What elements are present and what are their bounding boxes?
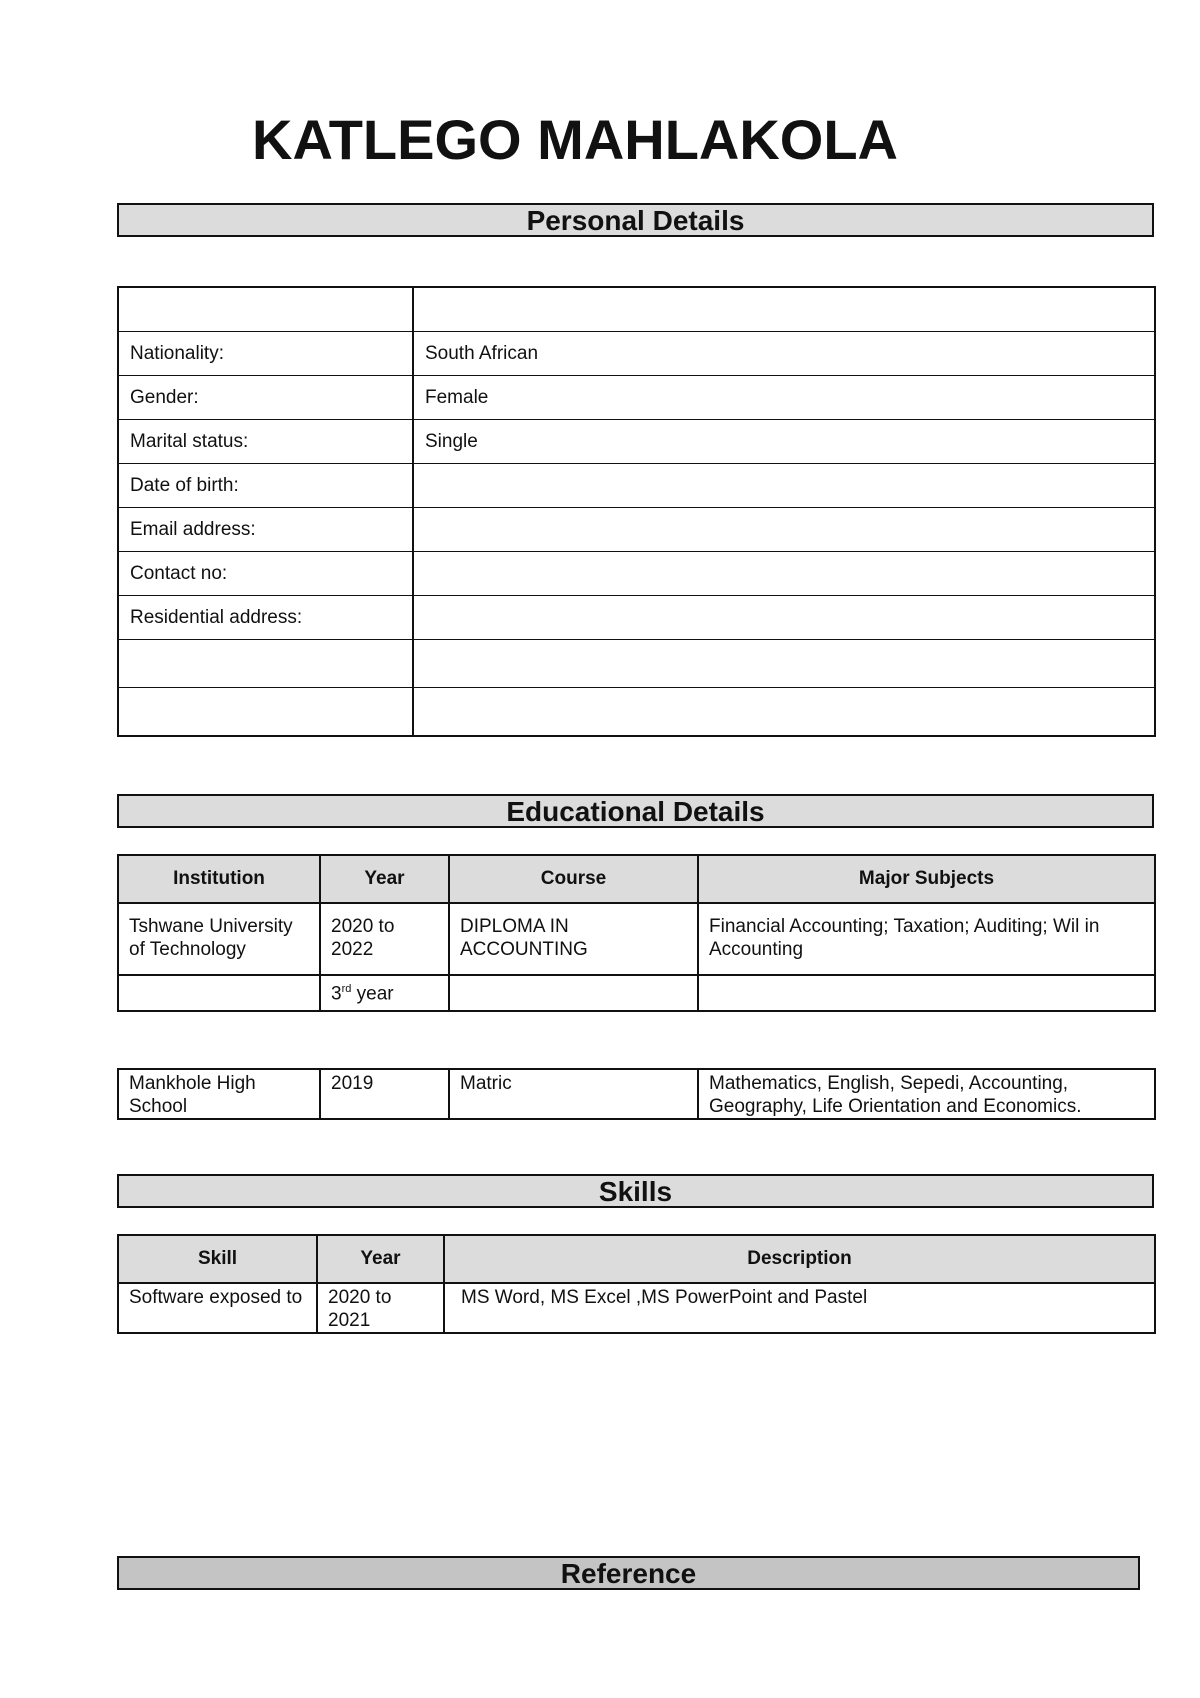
personal-details-table: [117, 286, 1156, 737]
year-cell: 2019: [320, 1069, 449, 1119]
personal-label: [118, 640, 413, 688]
personal-value: South African: [413, 332, 1155, 376]
section-header-skills: Skills: [117, 1174, 1154, 1208]
education-header-row: [118, 855, 1155, 903]
personal-label: Email address:: [118, 508, 413, 552]
section-header-educational-details: Educational Details: [117, 794, 1154, 828]
personal-row: [118, 332, 1155, 376]
empty-cell: [118, 975, 320, 1011]
personal-value: [413, 552, 1155, 596]
personal-row: [118, 640, 1155, 688]
col-header-course: Course: [449, 855, 698, 903]
col-header-skill: Skill: [118, 1235, 317, 1283]
personal-row: [118, 420, 1155, 464]
personal-value: [413, 688, 1155, 736]
year-level-number: 3: [331, 983, 342, 1005]
table-row: [118, 1069, 1155, 1119]
personal-value: [413, 464, 1155, 508]
subjects-cell: Financial Accounting; Taxation; Auditing; Wil in Accounting: [698, 903, 1155, 975]
col-header-major-subjects: Major Subjects: [698, 855, 1155, 903]
personal-label: Nationality:: [118, 332, 413, 376]
personal-label: Contact no:: [118, 552, 413, 596]
year-level-text: year: [351, 983, 394, 1005]
year-level-cell: [320, 975, 449, 1011]
personal-label: Marital status:: [118, 420, 413, 464]
personal-row: [118, 287, 1155, 332]
personal-label: Residential address:: [118, 596, 413, 640]
col-header-institution: Institution: [118, 855, 320, 903]
course-cell: Matric: [449, 1069, 698, 1119]
course-cell: DIPLOMA IN ACCOUNTING: [449, 903, 698, 975]
personal-label: [118, 287, 413, 332]
section-header-personal-details: Personal Details: [117, 203, 1154, 237]
personal-row: [118, 376, 1155, 420]
year-level-suffix: rd: [341, 983, 352, 995]
personal-value: Single: [413, 420, 1155, 464]
personal-row: [118, 596, 1155, 640]
skills-header-row: [118, 1235, 1155, 1283]
personal-value: [413, 596, 1155, 640]
table-row: [118, 1283, 1155, 1333]
personal-row: [118, 508, 1155, 552]
year-cell: 2020 to 2022: [320, 903, 449, 975]
skills-table: [117, 1234, 1156, 1334]
col-header-year: Year: [320, 855, 449, 903]
candidate-name: KATLEGO MAHLAKOLA: [252, 108, 898, 171]
personal-label: [118, 688, 413, 736]
table-row: [118, 975, 1155, 1011]
education-table: [117, 854, 1156, 1012]
section-header-reference: Reference: [117, 1556, 1140, 1590]
personal-row: [118, 464, 1155, 508]
institution-cell: Tshwane University of Technology: [118, 903, 320, 975]
institution-cell: Mankhole High School: [118, 1069, 320, 1119]
personal-value: [413, 640, 1155, 688]
empty-cell: [449, 975, 698, 1011]
personal-value: Female: [413, 376, 1155, 420]
empty-cell: [698, 975, 1155, 1011]
description-cell: MS Word, MS Excel ,MS PowerPoint and Pastel: [444, 1283, 1155, 1333]
year-cell: 2020 to 2021: [317, 1283, 444, 1333]
col-header-description: Description: [444, 1235, 1155, 1283]
skill-cell: Software exposed to: [118, 1283, 317, 1333]
personal-row: [118, 552, 1155, 596]
personal-row: [118, 688, 1155, 736]
personal-label: Gender:: [118, 376, 413, 420]
personal-value: [413, 508, 1155, 552]
school-table: [117, 1068, 1156, 1120]
subjects-cell: Mathematics, English, Sepedi, Accounting, Geography, Life Orientation and Economics.: [698, 1069, 1155, 1119]
personal-value: [413, 287, 1155, 332]
personal-label: Date of birth:: [118, 464, 413, 508]
table-row: [118, 903, 1155, 975]
col-header-year: Year: [317, 1235, 444, 1283]
